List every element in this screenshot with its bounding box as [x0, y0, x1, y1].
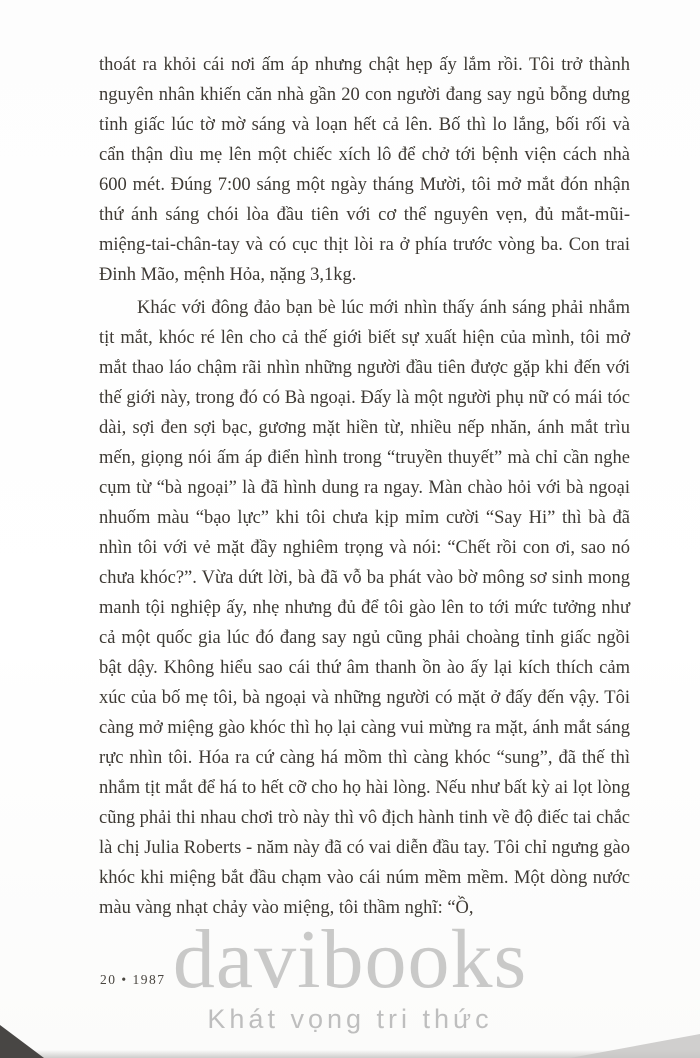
watermark-subtitle: Khát vọng tri thức: [207, 1004, 493, 1034]
watermark-title: davibooks: [172, 913, 528, 1006]
page-footer: 20 • 1987: [100, 972, 166, 987]
page-text-block: [99, 50, 630, 923]
body-paragraph: thoát ra khỏi cái nơi ấm áp nhưng chật hẹp ấy lắm rồi. Tôi trở thành nguyên nhân khiến căn nhà gần 20 con người đang say ngủ bỗng dưng tỉnh giấc lúc tờ mờ sáng và loạn hết cả lên. Bố thì lo lắng, bối rối và cẩn thận dìu mẹ lên một chiếc xích lô để chở tới bệnh viện cách nhà 600 mét. Đúng 7:00 sáng một ngày tháng Mười, tôi mở mắt đón nhận thứ ánh sáng chói lòa đầu tiên với cơ thể nguyên vẹn, đủ mắt-mũi-miệng-tai-chân-tay và có cục thịt lòi ra ở phía trước vòng ba. Con trai Đinh Mão, mệnh Hỏa, nặng 3,1kg.: [99, 55, 630, 285]
page-corner-bottom-right: [570, 1034, 700, 1058]
body-paragraph: Khác với đông đảo bạn bè lúc mới nhìn thấy ánh sáng phải nhắm tịt mắt, khóc ré lên cho cả thế giới biết sự xuất hiện của mình, tôi mở mắt thao láo chậm rãi nhìn những người đầu tiên được gặp khi đến với thế giới này, trong đó có Bà ngoại. Đấy là một người phụ nữ có mái tóc dài, sợi đen sợi bạc, gương mặt hiền từ, nhiều nếp nhăn, ánh mắt trìu mến, giọng nói ấm áp điển hình trong “truyền thuyết” mà chỉ cần nghe cụm từ “bà ngoại” là đã hình dung ra ngay. Màn chào hỏi với bà ngoại nhuốm màu “bạo lực” khi tôi chưa kịp mỉm cười “Say Hi” thì bà đã nhìn tôi với vẻ mặt đầy nghiêm trọng và nói: “Chết rồi con ơi, sao nó chưa khóc?”. Vừa dứt lời, bà đã vỗ ba phát vào bờ mông sơ sinh mong manh tội nghiệp ấy, nhẹ nhưng đủ để tôi gào lên to tới mức tưởng như cả một quốc gia lúc đó đang say ngủ cũng phải choàng tỉnh giấc ngồi bật dậy. Không hiểu sao cái thứ âm thanh ồn ào ấy lại kích thích cảm xúc của bố mẹ tôi, bà ngoại và những người có mặt ở đấy đến vậy. Tôi càng mở miệng gào khóc thì họ lại càng vui mừng ra mặt, ánh mắt sáng rực nhìn tôi. Hóa ra cứ càng há mồm thì càng khóc “sung”, đã thế thì nhắm tịt mắt để há to hết cỡ cho họ hài lòng. Nếu như bất kỳ ai lọt lòng cũng phải thi nhau chơi trò này thì vô địch hành tinh về độ điếc tai chắc là chị Julia Roberts - năm này đã có vai diễn đầu tay. Tôi chỉ ngưng gào khóc khi miệng bắt đầu chạm vào cái núm mềm mềm. Một dòng nước màu vàng nhạt chảy vào miệng, tôi thầm nghĩ: “Ồ,: [99, 298, 630, 918]
